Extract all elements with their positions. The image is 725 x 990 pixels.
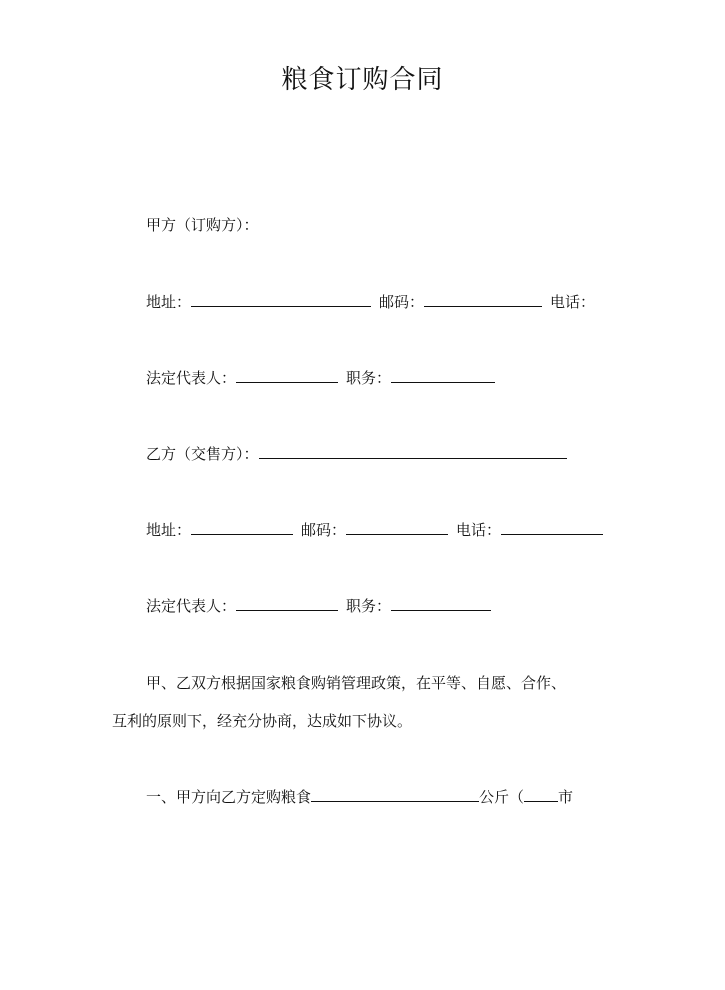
clause-1-unit: 公斤（ [479, 788, 525, 806]
party-b-name-field[interactable] [259, 443, 567, 459]
party-a-phone-label: 电话： [550, 293, 596, 311]
preamble-line-2: 互利的原则下，经充分协商，达成如下协议。 [112, 712, 413, 730]
party-a-rep-label: 法定代表人： [146, 369, 237, 387]
party-a-heading: 甲方（订购方）： [146, 216, 259, 234]
party-b-heading: 乙方（交售方）： [146, 445, 259, 463]
party-a-postcode-label: 邮码： [379, 293, 425, 311]
party-b-rep-field[interactable] [236, 595, 338, 611]
clause-1-suffix: 市 [558, 788, 574, 806]
party-b-position-label: 职务： [346, 597, 392, 615]
party-a-position-field[interactable] [391, 367, 495, 383]
party-b-postcode-field[interactable] [346, 519, 448, 535]
party-b-heading-row [146, 443, 567, 465]
clause-1-row [146, 786, 573, 808]
party-b-rep-row [146, 595, 491, 617]
party-b-address-field[interactable] [191, 519, 293, 535]
party-a-address-label: 地址： [146, 293, 192, 311]
party-a-rep-field[interactable] [236, 367, 338, 383]
party-a-position-label: 职务： [346, 369, 392, 387]
party-b-contact-row [146, 519, 603, 541]
document-title: 粮食订购合同 [281, 65, 444, 95]
clause-1-prefix: 一、甲方向乙方定购粮食 [146, 788, 312, 806]
party-a-rep-row [146, 367, 495, 389]
party-b-postcode-label: 邮码： [301, 521, 347, 539]
party-a-postcode-field[interactable] [424, 291, 542, 307]
party-b-position-field[interactable] [391, 595, 491, 611]
party-b-phone-label: 电话： [456, 521, 502, 539]
party-b-phone-field[interactable] [501, 519, 603, 535]
party-a-contact-row [146, 291, 595, 313]
clause-1-grade-field[interactable] [524, 786, 558, 802]
party-b-address-label: 地址： [146, 521, 192, 539]
preamble-line-1: 甲、乙双方根据国家粮食购销管理政策，在平等、自愿、合作、 [146, 674, 567, 692]
clause-1-quantity-field[interactable] [311, 786, 479, 802]
party-a-address-field[interactable] [191, 291, 371, 307]
party-b-rep-label: 法定代表人： [146, 597, 237, 615]
